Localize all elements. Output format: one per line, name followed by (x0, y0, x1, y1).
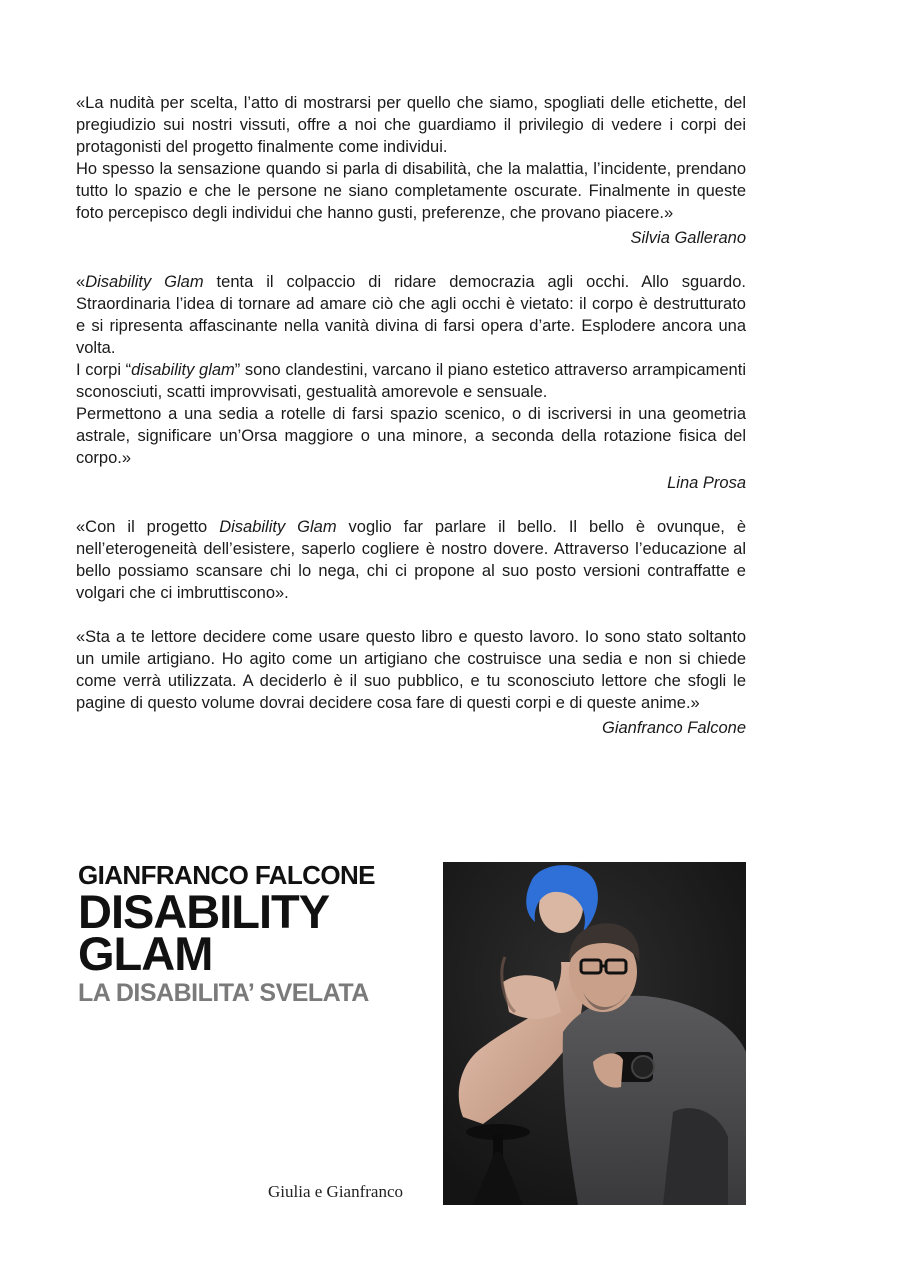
quote-author: Lina Prosa (667, 474, 746, 492)
book-title-line-1: DISABILITY (78, 885, 330, 938)
quote-text: voglio far parlare il bello. Il bello è ovunque, è nell’eterogeneità dell’esistere, saperlo cogliere è nostro dovere. Attraverso l’educazione al bello possiamo scansare chi lo nega, chi ci propone al suo posto versioni contraffatte e volgari che ci imbruttiscono». (76, 518, 746, 602)
cover-photo (443, 862, 746, 1205)
quote-author: Gianfranco Falcone (602, 719, 746, 737)
quote-paragraph: «Sta a te lettore decidere come usare questo libro e questo lavoro. Io sono stato soltanto un umile artigiano. Ho agito come un artigiano che costruisce una sedia e non si chiede come verrà utilizzata. A deciderlo è il suo pubblico, e tu sconosciuto lettore che sfogli le pagine di questo volume dovrai decidere cosa fare di questi corpi e di queste anime.» (76, 628, 746, 712)
quote-silvia-gallerano (76, 92, 746, 249)
quote-lina-prosa (76, 271, 746, 494)
camera-lens (632, 1056, 654, 1078)
photo-illustration (443, 862, 746, 1205)
book-name-italic: Disability Glam (219, 518, 337, 536)
book-title-line-2: GLAM (78, 927, 213, 980)
quote-text: I corpi “ (76, 361, 132, 379)
quote-paragraph (76, 359, 746, 403)
quote-paragraph: Permettono a una sedia a rotelle di farsi spazio scenico, o di iscriversi in una geometria astrale, significare un’Orsa maggiore o una minore, a seconda della rotazione fisica del corpo.» (76, 405, 746, 467)
photo-caption: Giulia e Gianfranco (268, 1182, 403, 1201)
open-quote: « (76, 273, 86, 291)
book-name-italic: Disability Glam (85, 273, 204, 291)
book-subtitle: LA DISABILITA’ SVELATA (78, 979, 369, 1007)
italic-term: disability glam (131, 361, 235, 379)
quote-gianfranco-falcone (76, 626, 746, 739)
book-title-block (78, 860, 438, 1008)
quote-text: ” sono clandestini, varcano il piano estetico attraverso arrampicamenti sconosciuti, scatti improvvisati, gestualità amorevole e sensuale. (76, 361, 746, 401)
quotes-section (76, 92, 746, 761)
quote-paragraph (76, 271, 746, 359)
quote-project (76, 516, 746, 604)
quote-paragraph: Ho spesso la sensazione quando si parla di disabilità, che la malattia, l’incidente, prendano tutto lo spazio e che le persone ne siano completamente oscurate. Finalmente in queste foto percepisco degli individui che hanno gusti, preferenze, che provano piacere.» (76, 160, 746, 222)
quote-paragraph: «La nudità per scelta, l’atto di mostrarsi per quello che siamo, spogliati delle etichette, del pregiudizio sui nostri vissuti, offre a noi che guardiamo il privilegio di vedere i corpi dei protagonisti del progetto finalmente come individui. (76, 94, 746, 156)
quote-author: Silvia Gallerano (630, 229, 746, 247)
quote-text: «Con il progetto (76, 518, 220, 536)
quote-text: tenta il colpaccio di ridare democrazia agli occhi. Allo sguardo. Straordinaria l’idea di tornare ad amare ciò che agli occhi è vietato: il corpo è destrutturato e si ripresenta affascinante nella vanità divina di farsi opera d’arte. Esplodere ancora una volta. (76, 273, 746, 357)
book-author: GIANFRANCO FALCONE (78, 860, 375, 890)
quote-paragraph (76, 516, 746, 604)
